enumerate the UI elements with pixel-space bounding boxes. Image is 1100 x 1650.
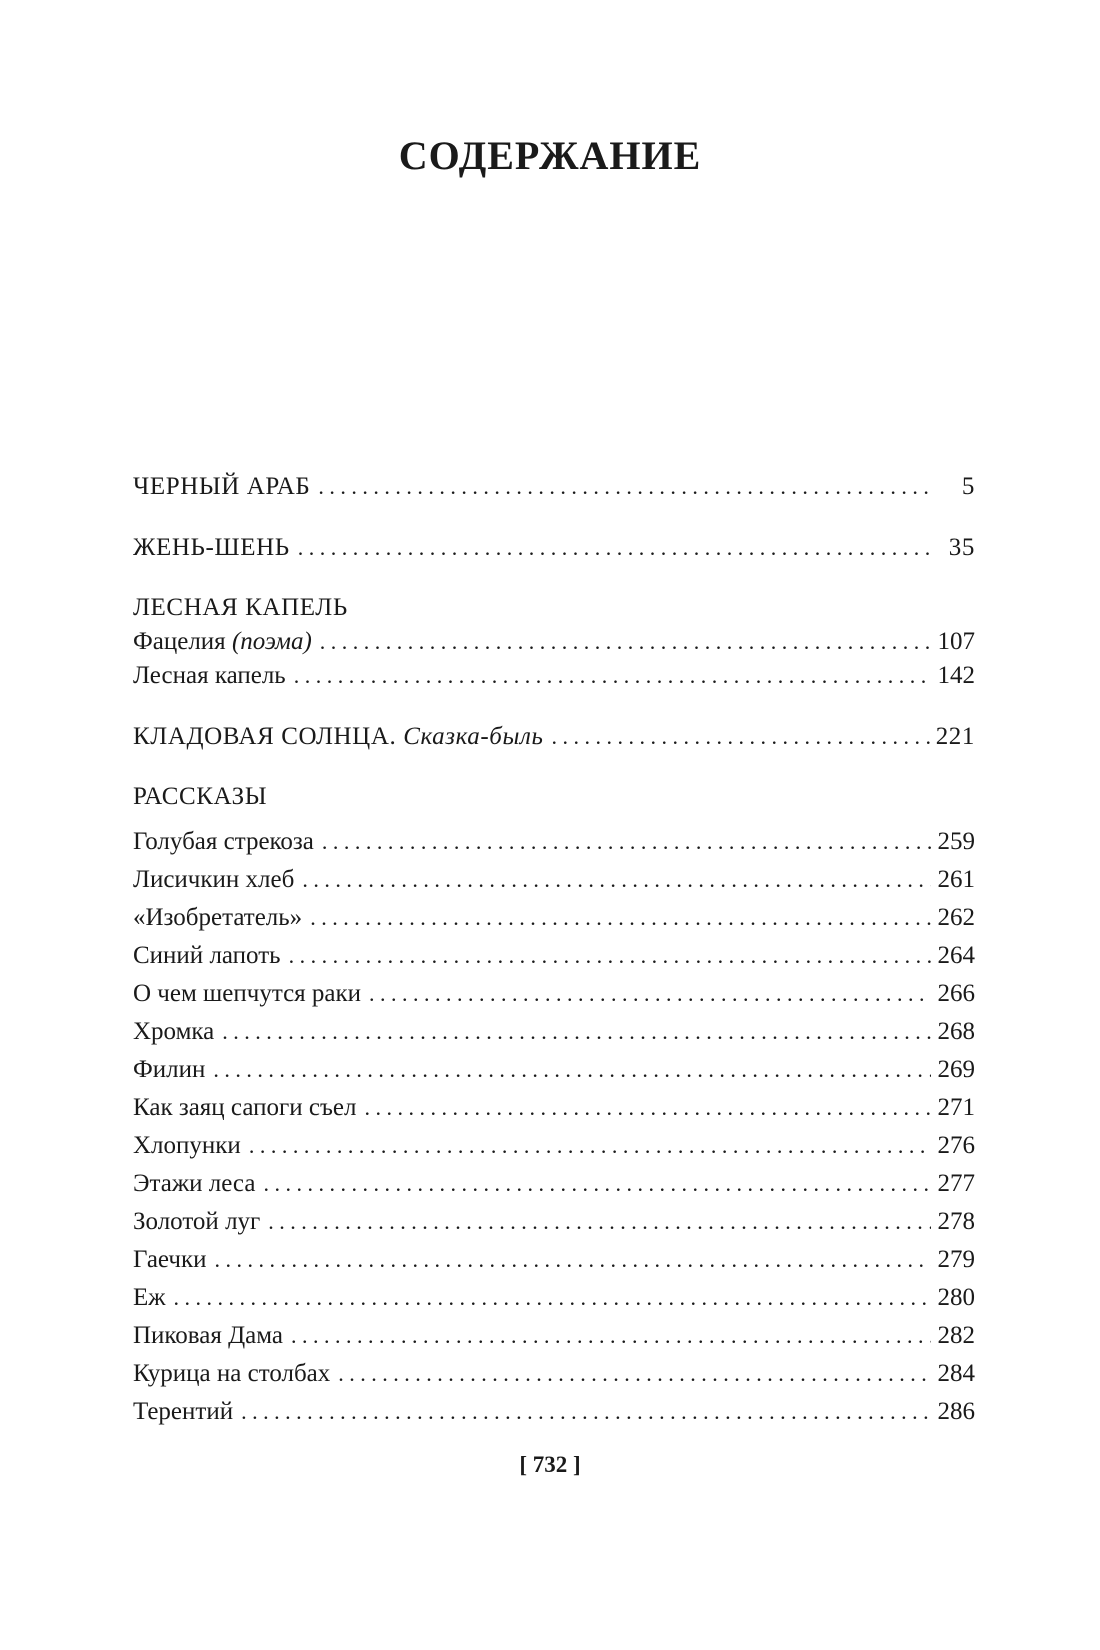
toc-entry-story[interactable] bbox=[133, 1169, 975, 1199]
toc-entry-story[interactable] bbox=[133, 903, 975, 933]
toc-entry-title: Терентий bbox=[133, 1398, 234, 1425]
toc-entry-title: О чем шепчутся раки bbox=[133, 980, 362, 1007]
dot-leader bbox=[291, 1321, 931, 1351]
toc-entry-story[interactable] bbox=[133, 1017, 975, 1047]
dot-leader bbox=[298, 533, 931, 563]
toc-entry-phacelia[interactable] bbox=[133, 627, 975, 657]
toc-page-number: 35 bbox=[948, 534, 975, 561]
toc-page-number: 277 bbox=[937, 1170, 975, 1197]
toc-entry-story[interactable] bbox=[133, 1397, 975, 1427]
toc-page-number: 280 bbox=[937, 1284, 975, 1311]
toc-entry-title: ЖЕНЬ-ШЕНЬ bbox=[133, 534, 290, 561]
dot-leader bbox=[318, 472, 931, 502]
toc-entry-title: Курица на столбах bbox=[133, 1360, 331, 1387]
toc-entry-story[interactable] bbox=[133, 941, 975, 971]
toc-page-number: 221 bbox=[935, 723, 975, 750]
dot-leader bbox=[222, 1017, 931, 1047]
dot-leader bbox=[302, 865, 931, 895]
page-title: СОДЕРЖАНИЕ bbox=[398, 133, 702, 178]
toc-entry-sun-pantry[interactable] bbox=[133, 722, 975, 752]
dot-leader bbox=[215, 1245, 932, 1275]
toc-entry-story[interactable] bbox=[133, 1131, 975, 1161]
toc-page-number: 262 bbox=[937, 904, 975, 931]
toc-page-number: 142 bbox=[937, 662, 975, 689]
dot-leader bbox=[551, 722, 931, 752]
toc-entry-title: «Изобретатель» bbox=[133, 904, 303, 931]
dot-leader bbox=[369, 979, 931, 1009]
dot-leader bbox=[320, 627, 931, 657]
toc-page-number: 271 bbox=[937, 1094, 975, 1121]
toc-entry-title: Лисичкин хлеб bbox=[133, 866, 295, 893]
dot-leader bbox=[241, 1397, 931, 1427]
toc-entry-title: Пиковая Дама bbox=[133, 1322, 284, 1349]
toc-page-number: 282 bbox=[937, 1322, 975, 1349]
toc-entry-title-text: КЛАДОВАЯ СОЛНЦА. bbox=[133, 723, 404, 750]
toc-entry-title: Как заяц сапоги съел bbox=[133, 1094, 357, 1121]
toc-entry-story[interactable] bbox=[133, 1283, 975, 1313]
toc-entry-title: Филин bbox=[133, 1056, 206, 1083]
toc-entry-title: Еж bbox=[133, 1284, 166, 1311]
toc-page-number: 107 bbox=[937, 628, 975, 655]
toc-page-number: 278 bbox=[937, 1208, 975, 1235]
toc-entry-title bbox=[133, 627, 320, 657]
toc-entry-subtitle: (поэма) bbox=[231, 628, 312, 655]
toc-page-number: 5 bbox=[961, 473, 975, 500]
toc-entry-forest-drops[interactable] bbox=[133, 661, 975, 691]
toc-entry-title: Синий лапоть bbox=[133, 942, 281, 969]
toc-page-number: 284 bbox=[937, 1360, 975, 1387]
toc-entry-title: Гаечки bbox=[133, 1246, 207, 1273]
toc-entry-title: Хлопунки bbox=[133, 1132, 241, 1159]
toc-page-number: 268 bbox=[937, 1018, 975, 1045]
dot-leader bbox=[364, 1093, 931, 1123]
toc-page-number: 266 bbox=[937, 980, 975, 1007]
toc-page-number: 269 bbox=[937, 1056, 975, 1083]
toc-entry-story[interactable] bbox=[133, 1321, 975, 1351]
toc-entry-title: Золотой луг bbox=[133, 1208, 261, 1235]
toc-entry-story[interactable] bbox=[133, 1359, 975, 1389]
toc-page-number: 286 bbox=[937, 1398, 975, 1425]
toc-entry-story[interactable] bbox=[133, 1093, 975, 1123]
section-heading-stories: РАССКАЗЫ bbox=[133, 783, 268, 810]
dot-leader bbox=[289, 941, 931, 971]
toc-page-number: 276 bbox=[937, 1132, 975, 1159]
toc-entry-story[interactable] bbox=[133, 865, 975, 895]
dot-leader bbox=[249, 1131, 931, 1161]
dot-leader bbox=[338, 1359, 931, 1389]
toc-page-number: 264 bbox=[937, 942, 975, 969]
dot-leader bbox=[213, 1055, 931, 1085]
dot-leader bbox=[263, 1169, 931, 1199]
toc-entry-black-arab[interactable] bbox=[133, 472, 975, 502]
toc-entry-title: Хромка bbox=[133, 1018, 215, 1045]
dot-leader bbox=[322, 827, 931, 857]
dot-leader bbox=[294, 661, 931, 691]
toc-entry-story[interactable] bbox=[133, 827, 975, 857]
toc-entry-subtitle: Сказка-быль bbox=[403, 723, 544, 750]
toc-page-number: 279 bbox=[937, 1246, 975, 1273]
dot-leader bbox=[310, 903, 931, 933]
toc-entry-title bbox=[133, 722, 551, 752]
toc-entry-title: Голубая стрекоза bbox=[133, 828, 314, 855]
toc-entry-title-text: Фацелия bbox=[133, 628, 232, 655]
toc-entry-title: Лесная капель bbox=[133, 662, 286, 689]
toc-entry-zhen-shen[interactable] bbox=[133, 533, 975, 563]
toc-entry-title: ЧЕРНЫЙ АРАБ bbox=[133, 473, 311, 500]
toc-entry-story[interactable] bbox=[133, 979, 975, 1009]
page-number-folio: [ 732 ] bbox=[519, 1452, 581, 1477]
toc-entry-story[interactable] bbox=[133, 1207, 975, 1237]
toc-entry-title: Этажи леса bbox=[133, 1170, 256, 1197]
section-heading-forest-drops: ЛЕСНАЯ КАПЕЛЬ bbox=[133, 594, 348, 621]
toc-page-number: 261 bbox=[937, 866, 975, 893]
toc-entry-story[interactable] bbox=[133, 1055, 975, 1085]
toc-entry-story[interactable] bbox=[133, 1245, 975, 1275]
dot-leader bbox=[268, 1207, 931, 1237]
toc-page-number: 259 bbox=[937, 828, 975, 855]
dot-leader bbox=[174, 1283, 931, 1313]
